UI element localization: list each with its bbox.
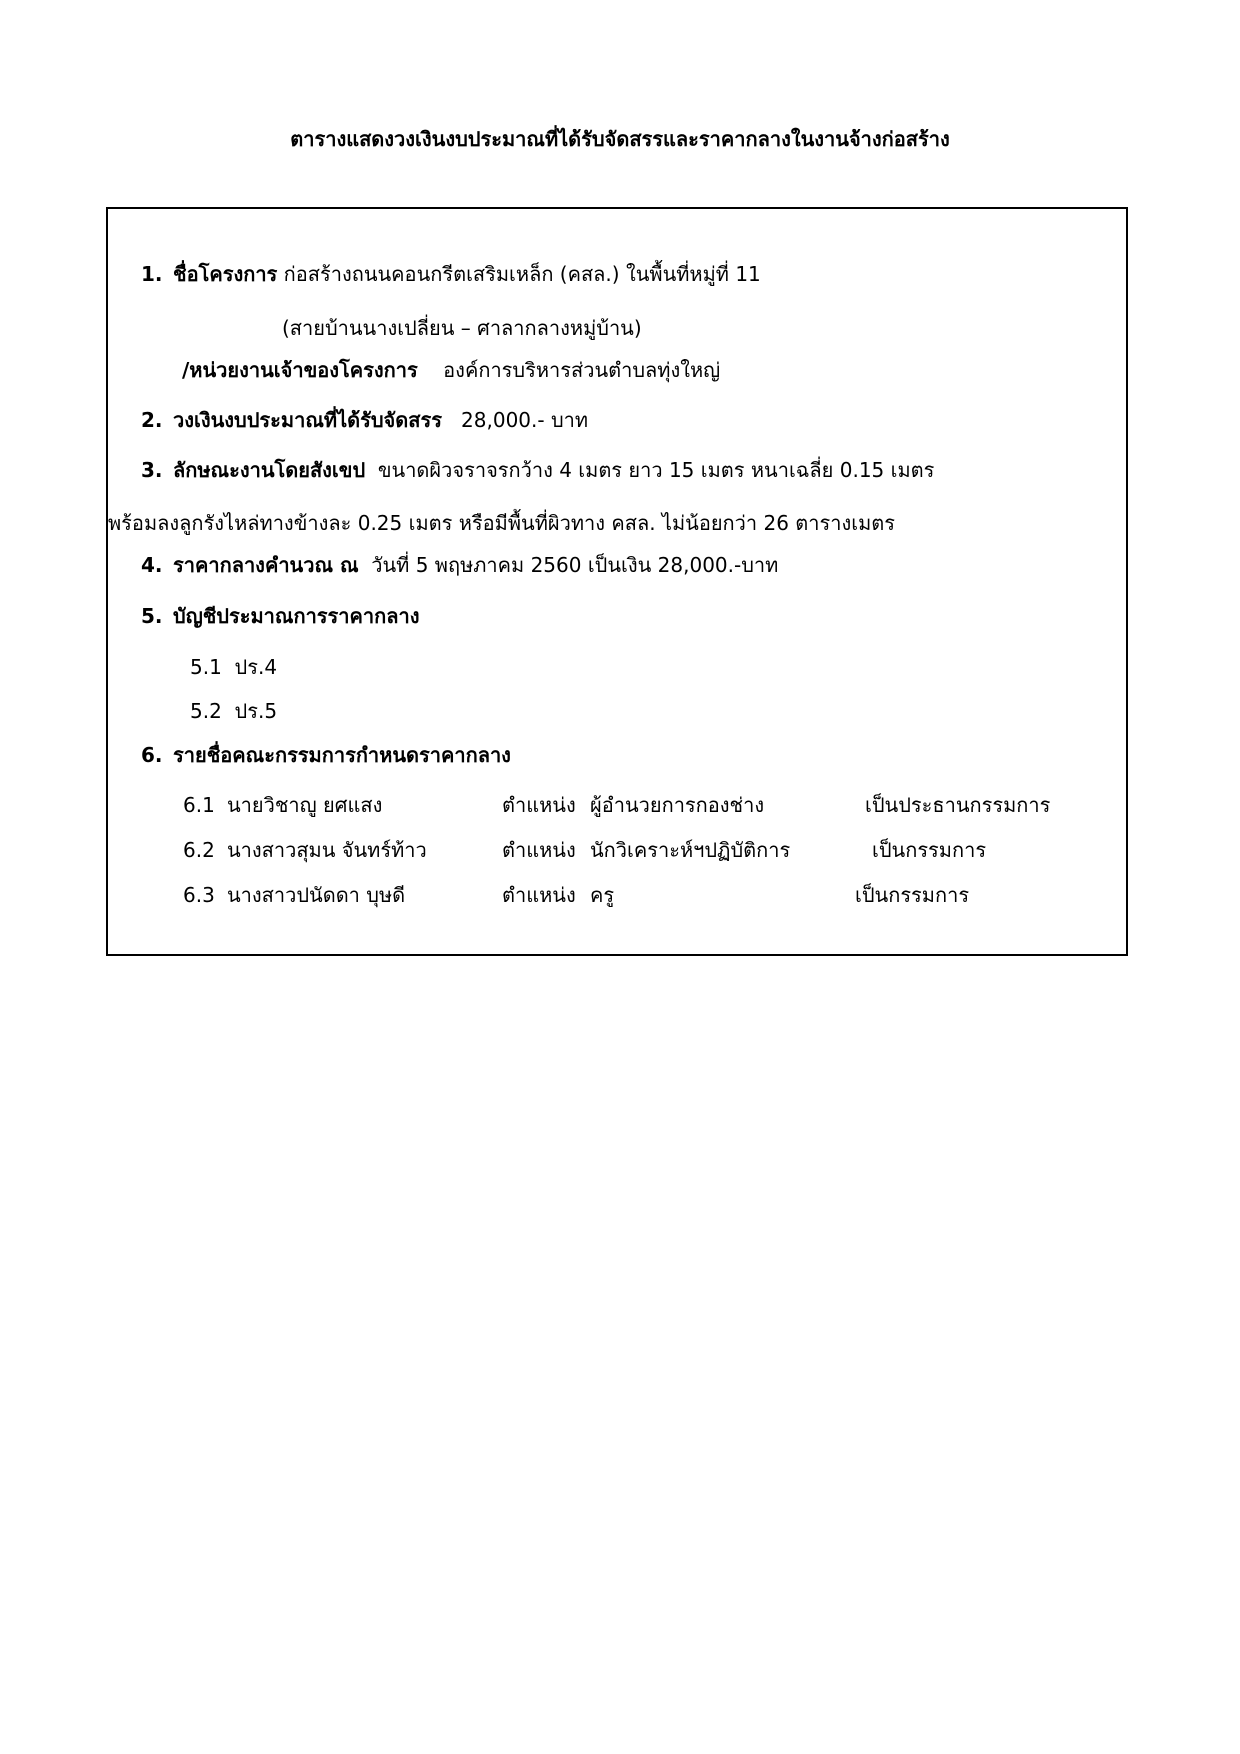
item-5-2-text: ปร.5 — [234, 699, 278, 723]
item-2-number: 2. — [141, 408, 163, 432]
item-5-number: 5. — [141, 604, 163, 628]
committee-member-name: นายวิชาญู ยศแสง — [227, 793, 383, 817]
committee-member-name: นางสาวสุมน จันทร์ท้าว — [227, 838, 427, 862]
item-4 — [141, 550, 778, 580]
committee-member-role: เป็นกรรมการ — [855, 883, 970, 907]
item-3-continuation: พร้อมลงลูกรังไหล่ทางข้างละ 0.25 เมตร หรือมีพื้นที่ผิวทาง คสล. ไม่น้อยกว่า 26 ตารางเมตร — [108, 511, 896, 535]
committee-member-role: เป็นกรรมการ — [872, 838, 987, 862]
item-1-owner-label: /หน่วยงานเจ้าของโครงการ — [182, 358, 418, 382]
item-2 — [141, 405, 588, 435]
item-3-number: 3. — [141, 458, 163, 482]
item-3-label: ลักษณะงานโดยสังเขป — [173, 458, 366, 482]
item-5-1-text: ปร.4 — [234, 655, 278, 679]
item-5-2-number: 5.2 — [190, 699, 222, 723]
committee-member-position-label: ตำแหน่ง — [502, 838, 576, 862]
item-5-label: บัญชีประมาณการราคากลาง — [173, 604, 420, 628]
item-6-number: 6. — [141, 743, 163, 767]
committee-member-number: 6.3 — [183, 883, 215, 907]
committee-member-position: นักวิเคราะห์ฯปฏิบัติการ — [590, 838, 791, 862]
committee-member-position-label: ตำแหน่ง — [502, 793, 576, 817]
item-1-value: ก่อสร้างถนนคอนกรีตเสริมเหล็ก (คสล.) ในพื้นที่หมู่ที่ 11 — [283, 262, 761, 286]
item-6-label: รายชื่อคณะกรรมการกำหนดราคากลาง — [173, 743, 511, 767]
document-title: ตารางแสดงวงเงินงบประมาณที่ได้รับจัดสรรและราคากลางในงานจ้างก่อสร้าง — [290, 127, 950, 151]
item-5 — [141, 601, 419, 631]
committee-member-position-label: ตำแหน่ง — [502, 883, 576, 907]
item-1-owner — [182, 355, 720, 385]
item-1-number: 1. — [141, 262, 163, 286]
committee-member-number: 6.2 — [183, 838, 215, 862]
committee-member-position: ครู — [590, 883, 615, 907]
item-2-label: วงเงินงบประมาณที่ได้รับจัดสรร — [173, 408, 442, 432]
item-2-value: 28,000.- บาท — [461, 408, 589, 432]
item-1 — [141, 259, 761, 289]
item-1-owner-value: องค์การบริหารส่วนตำบลทุ่งใหญ่ — [443, 358, 721, 382]
committee-member-number: 6.1 — [183, 793, 215, 817]
committee-member-role: เป็นประธานกรรมการ — [865, 793, 1051, 817]
item-4-number: 4. — [141, 553, 163, 577]
item-5-subitem — [190, 652, 277, 682]
item-5-subitem — [190, 696, 277, 726]
item-4-label: ราคากลางคำนวณ ณ — [173, 553, 359, 577]
committee-member-name: นางสาวปนัดดา บุษดี — [227, 883, 406, 907]
committee-member-position: ผู้อำนวยการกองช่าง — [590, 793, 765, 817]
item-4-value: วันที่ 5 พฤษภาคม 2560 เป็นเงิน 28,000.-บาท — [371, 553, 779, 577]
item-1-label: ชื่อโครงการ — [173, 262, 278, 286]
item-1-route: (สายบ้านนางเปลี่ยน – ศาลากลางหมู่บ้าน) — [282, 316, 642, 340]
item-3-value: ขนาดผิวจราจรกว้าง 4 เมตร ยาว 15 เมตร หนาเฉลี่ย 0.15 เมตร — [377, 458, 935, 482]
item-5-1-number: 5.1 — [190, 655, 222, 679]
item-6 — [141, 740, 511, 770]
item-3 — [141, 455, 934, 485]
